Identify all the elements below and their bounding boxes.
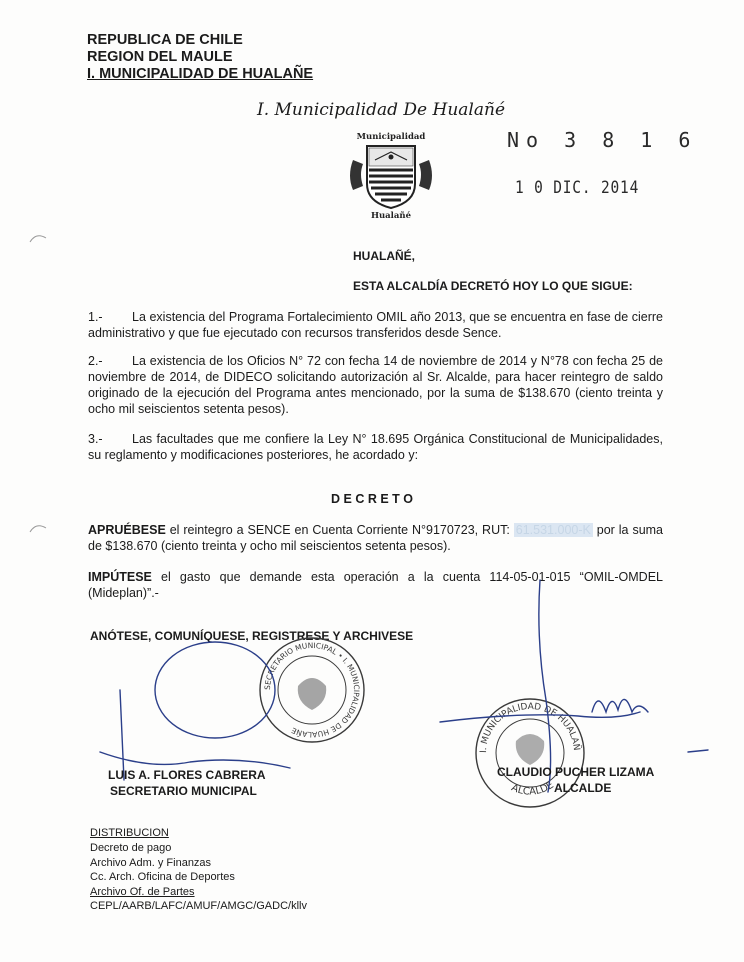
distribution-heading: DISTRIBUCION bbox=[90, 827, 169, 839]
redacted-rut: 61.531.000-K bbox=[515, 523, 591, 537]
approve-label: APRUÉBESE bbox=[88, 523, 166, 537]
decreto-heading: D E C R E T O bbox=[331, 492, 413, 506]
secretary-title: SECRETARIO MUNICIPAL bbox=[110, 784, 257, 798]
secretary-seal-ring-text: SECRETARIO MUNICIPAL • I. MUNICIPALIDAD DE HUALAÑE bbox=[262, 640, 362, 740]
municipality-title: I. Municipalidad De Hualañé bbox=[257, 100, 506, 120]
decree-number-stamp: No 3 8 1 6 bbox=[507, 128, 698, 152]
distribution-item: Decreto de pago bbox=[90, 842, 172, 854]
decree-intro: ESTA ALCALDÍA DECRETÓ HOY LO QUE SIGUE: bbox=[353, 279, 633, 293]
decree-date-stamp: 1 0 DIC. 2014 bbox=[515, 178, 640, 198]
consideration-text: La existencia del Programa Fortalecimiento OMIL año 2013, que se encuentra en fase de cierre administrativo y que fue ejecutado con recursos transferidos desde Sence. bbox=[88, 310, 663, 340]
header-municipality: I. MUNICIPALIDAD DE HUALAÑE bbox=[87, 66, 314, 82]
mayor-seal-bottom-text: ALCALDE bbox=[509, 779, 556, 798]
distribution-item: Archivo Of. de Partes bbox=[90, 885, 195, 898]
charge-text: el gasto que demande esta operación a la cuenta 114-05-01-015 “OMIL-OMDEL (Mideplan)”.- bbox=[88, 570, 663, 600]
closing-formula: ANÓTESE, COMUNÍQUESE, REGISTRESE Y ARCHIVESE bbox=[90, 629, 414, 643]
mayor-title: ALCALDE bbox=[554, 781, 612, 795]
crest-top-text: Municipalidad bbox=[356, 132, 426, 142]
punch-hole-mark bbox=[28, 232, 48, 244]
approve-text-b: por la suma de $138.670 (ciento treinta y ocho mil seiscientos setenta pesos). bbox=[88, 523, 664, 553]
charge-label: IMPÚTESE bbox=[88, 570, 152, 584]
mayor-seal-ring-text: I. MUNICIPALIDAD DE HUALAÑ bbox=[478, 701, 582, 754]
secretary-name: LUIS A. FLORES CABRERA bbox=[108, 768, 266, 782]
approve-text-a: el reintegro a SENCE en Cuenta Corriente N°9170723, RUT: bbox=[165, 523, 514, 537]
punch-hole-mark bbox=[28, 522, 48, 534]
header-region: REGION DEL MAULE bbox=[87, 49, 233, 65]
crest-bottom-text: Hualañé bbox=[370, 211, 412, 220]
distribution-item: Archivo Adm. y Finanzas bbox=[90, 856, 212, 869]
consideration-text: La existencia de los Oficios N° 72 con fecha 14 de noviembre de 2014 y N°78 con fecha 25 de noviembre de 2014, de DIDECO solicitando autorización al Sr. Alcalde, para hacer reintegro de saldo originado de la ejecución del Programa antes mencionado, por la suma de $138.670 (ciento treinta y ocho mil seiscientos setenta pesos). bbox=[88, 354, 663, 416]
mayor-name: CLAUDIO PUCHER LIZAMA bbox=[497, 765, 655, 779]
distribution-initials: CEPL/AARB/LAFC/AMUF/AMGC/GADC/kllv bbox=[90, 900, 307, 912]
distribution-item: Cc. Arch. Oficina de Deportes bbox=[90, 871, 235, 883]
place-name: HUALAÑÉ, bbox=[353, 249, 415, 263]
consideration-number: 1.- bbox=[88, 310, 103, 324]
consideration-text: Las facultades que me confiere la Ley N° 18.695 Orgánica Constitucional de Municipalidades, su reglamento y modificaciones posteriores, he acordado y: bbox=[88, 432, 663, 462]
consideration-number: 3.- bbox=[88, 432, 103, 446]
consideration-number: 2.- bbox=[88, 354, 103, 368]
header-country: REPUBLICA DE CHILE bbox=[87, 32, 243, 48]
